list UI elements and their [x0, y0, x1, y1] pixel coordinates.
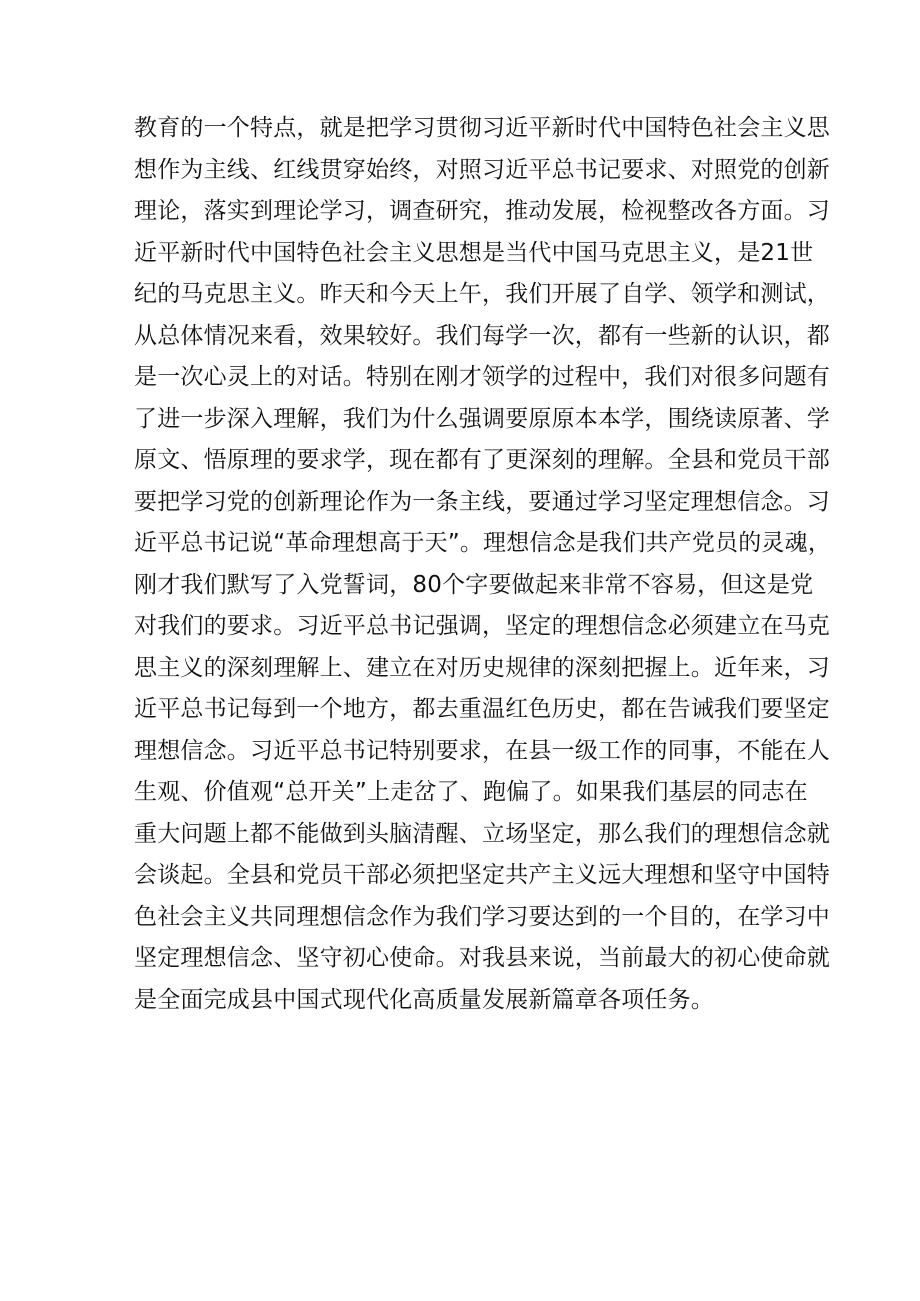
text-line: 近平总书记每到一个地方，都去重温红色历史，都在告诫我们要坚定 — [134, 696, 830, 722]
text-line: 纪的马克思主义。昨天和今天上午，我们开展了自学、领学和测试， — [134, 281, 830, 307]
text-line: 要把学习党的创新理论作为一条主线，要通过学习坚定理想信念。习 — [134, 488, 830, 515]
text-line: 近平总书记说“革命理想高于天”。理想信念是我们共产党员的灵魂， — [134, 530, 832, 556]
text-line: 近平新时代中国特色社会主义思想是当代中国马克思主义，是21世 — [134, 239, 814, 266]
text-line: 对我们的要求。习近平总书记强调，坚定的理想信念必须建立在马克 — [134, 613, 830, 639]
text-line: 刚才我们默写了入党誓词，80个字要做起来非常不容易，但这是党 — [134, 571, 814, 598]
text-line: 原文、悟原理的要求学，现在都有了更深刻的理解。全县和党员干部 — [134, 447, 830, 473]
text-line: 从总体情况来看，效果较好。我们每学一次，都有一些新的认识，都 — [134, 322, 830, 349]
text-line: 想作为主线、红线贯穿始终，对照习近平总书记要求、对照党的创新 — [134, 156, 830, 183]
text-line: 是一次心灵上的对话。特别在刚才领学的过程中，我们对很多问题有 — [134, 364, 830, 390]
text-line: 会谈起。全县和党员干部必须把坚定共产主义远大理想和坚守中国特 — [134, 862, 830, 888]
text-line: 思主义的深刻理解上、建立在对历史规律的深刻把握上。近年来，习 — [134, 654, 830, 681]
text-line: 教育的一个特点，就是把学习贯彻习近平新时代中国特色社会主义思 — [134, 115, 830, 141]
text-line: 坚定理想信念、坚守初心使命。对我县来说，当前最大的初心使命就 — [134, 945, 830, 971]
text-line: 了进一步深入理解，我们为什么强调要原原本本学，围绕读原著、学 — [134, 405, 830, 432]
text-line: 理论，落实到理论学习，调查研究，推动发展，检视整改各方面。习 — [134, 198, 830, 224]
text-line: 生观、价值观“总开关”上走岔了、跑偏了。如果我们基层的同志在 — [134, 779, 808, 805]
text-line: 理想信念。习近平总书记特别要求，在县一级工作的同事，不能在人 — [134, 737, 830, 764]
text-line: 色社会主义共同理想信念作为我们学习要达到的一个目的，在学习中 — [134, 903, 830, 930]
text-line: 重大问题上都不能做到头脑清醒、立场坚定，那么我们的理想信念就 — [134, 820, 830, 847]
text-line: 是全面完成县中国式现代化高质量发展新篇章各项任务。 — [134, 986, 714, 1013]
body-paragraph — [134, 108, 832, 1021]
